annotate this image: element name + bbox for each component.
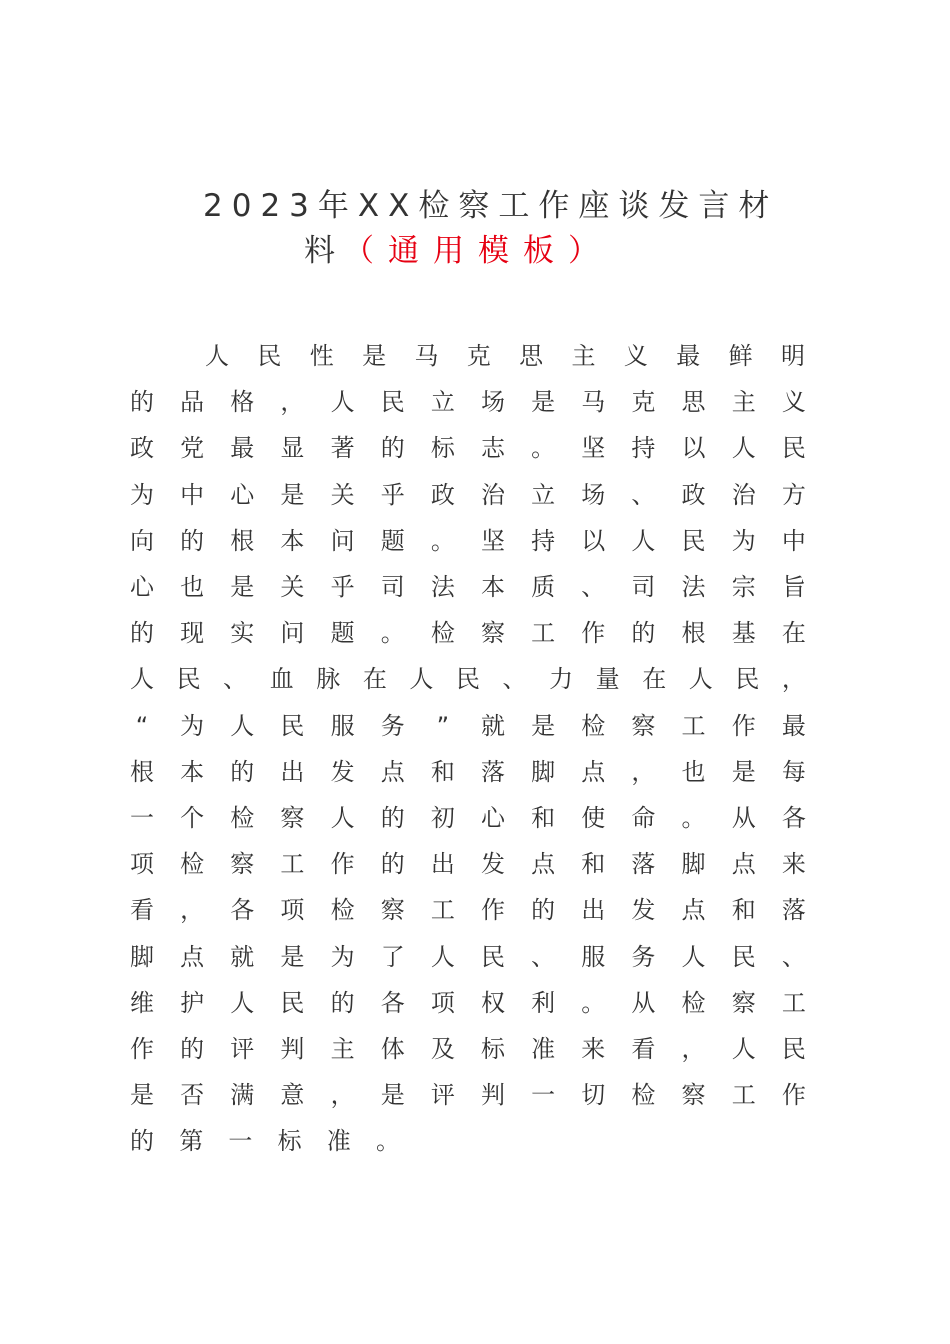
paragraph-char: 发 [330, 757, 355, 786]
paragraph-char: 工 [430, 896, 455, 925]
paragraph-char: 旨 [781, 573, 806, 601]
paragraph-char: 项 [430, 988, 455, 1017]
paragraph-char: 一 [228, 1127, 253, 1156]
paragraph-char: 是 [230, 573, 255, 601]
title-template-tag: （通用模板） [343, 233, 613, 269]
paragraph-char: 务 [380, 711, 405, 740]
paragraph-char: 是 [362, 342, 387, 370]
paragraph-char: 和 [731, 896, 756, 925]
paragraph-char: 察 [230, 850, 255, 879]
paragraph-char: ， [180, 896, 205, 925]
paragraph-char: 。 [531, 434, 556, 463]
paragraph-line [130, 848, 806, 880]
paragraph-line [130, 1033, 806, 1065]
paragraph-char: 志 [480, 434, 505, 463]
paragraph-char: 人 [681, 942, 706, 971]
paragraph-char: 发 [480, 850, 505, 879]
paragraph-char: 点 [531, 850, 556, 879]
paragraph-char: 检 [430, 619, 455, 648]
paragraph-char: 看 [130, 896, 154, 925]
paragraph-char: 思 [519, 342, 544, 370]
paragraph-char: 、 [502, 665, 527, 694]
paragraph-line [130, 1125, 400, 1157]
paragraph-char: 检 [180, 850, 205, 879]
paragraph-char: 是 [280, 480, 305, 509]
paragraph-char: 民 [176, 665, 201, 694]
paragraph-char: 以 [681, 434, 706, 463]
paragraph-char: 的 [180, 526, 205, 555]
paragraph-char: 评 [230, 1035, 255, 1063]
paragraph-line [130, 663, 806, 695]
paragraph-char: 民 [280, 711, 305, 740]
title-tail-char: 料 [304, 233, 343, 269]
paragraph-char: 命 [631, 804, 656, 832]
paragraph-char: 宗 [731, 573, 756, 601]
paragraph-line [130, 617, 806, 649]
paragraph-char: 持 [631, 434, 656, 463]
paragraph-char: 马 [581, 388, 606, 417]
paragraph-char: 乎 [330, 573, 355, 601]
paragraph-char: 满 [230, 1081, 255, 1110]
paragraph-char: 工 [681, 711, 706, 740]
paragraph-char: 性 [309, 342, 334, 370]
paragraph-char: 立 [430, 388, 455, 417]
paragraph-char: 、 [631, 480, 656, 509]
paragraph-char: 初 [430, 804, 455, 832]
paragraph-char: 准 [326, 1127, 351, 1156]
paragraph-char: 出 [581, 896, 606, 925]
paragraph-char: 点 [581, 757, 606, 786]
paragraph-char: 的 [130, 619, 154, 648]
paragraph-char: 各 [380, 988, 405, 1017]
paragraph-char: 基 [731, 619, 756, 648]
paragraph-char: 就 [480, 711, 505, 740]
paragraph-char: 。 [375, 1127, 400, 1156]
paragraph-char: 品 [180, 388, 205, 417]
paragraph-line [130, 525, 806, 557]
paragraph-char: “ [135, 711, 149, 740]
paragraph-char: 服 [330, 711, 355, 740]
paragraph-char: 就 [230, 942, 255, 971]
paragraph-char: 是 [380, 1081, 405, 1110]
paragraph-char: 的 [380, 804, 405, 832]
paragraph-char: 标 [480, 1035, 505, 1063]
paragraph-char: 落 [631, 850, 656, 879]
paragraph-char: 心 [480, 804, 505, 832]
paragraph-char: ， [781, 665, 806, 694]
paragraph-char: 治 [480, 480, 505, 509]
paragraph-char: 力 [549, 665, 574, 694]
paragraph-char: 察 [631, 711, 656, 740]
paragraph-line [130, 571, 806, 603]
paragraph-char: 、 [223, 665, 248, 694]
paragraph-char: 护 [180, 988, 205, 1017]
paragraph-char: 第 [179, 1127, 204, 1156]
paragraph-char: 的 [631, 619, 656, 648]
paragraph-char: 。 [681, 804, 706, 832]
paragraph-char: 关 [280, 573, 305, 601]
paragraph-char: 意 [280, 1081, 305, 1110]
paragraph-char: 来 [781, 850, 806, 879]
paragraph-char: 政 [130, 434, 154, 463]
paragraph-char: 否 [180, 1081, 205, 1110]
paragraph-char: 问 [280, 619, 305, 648]
paragraph-char: 方 [781, 480, 806, 509]
paragraph-char: 点 [180, 942, 205, 971]
paragraph-char: 和 [581, 850, 606, 879]
paragraph-char: 司 [631, 573, 656, 601]
paragraph-char: 脚 [531, 757, 556, 786]
paragraph-char: 察 [280, 804, 305, 832]
document-title-line-1: 2023年XX检察工作座谈发言材 [203, 188, 779, 224]
paragraph-char: 为 [731, 526, 756, 555]
paragraph-char: 也 [681, 757, 706, 786]
paragraph-char: 每 [781, 757, 806, 786]
paragraph-char: 出 [280, 757, 305, 786]
paragraph-char: 作 [581, 619, 606, 648]
paragraph-char: 人 [731, 434, 756, 463]
paragraph-char: 乎 [380, 480, 405, 509]
paragraph-char: 一 [531, 1081, 556, 1110]
paragraph-char: 最 [676, 342, 701, 370]
paragraph-char: 民 [380, 388, 405, 417]
paragraph-char: 在 [642, 665, 667, 694]
paragraph-char: 人 [205, 342, 229, 370]
paragraph-char: 的 [380, 434, 405, 463]
paragraph-char: 工 [731, 1081, 756, 1110]
paragraph-char: 作 [731, 711, 756, 740]
paragraph-char: 落 [480, 757, 505, 786]
paragraph-char: 场 [581, 480, 606, 509]
paragraph-char: 的 [380, 850, 405, 879]
paragraph-char: 作 [130, 1035, 154, 1063]
paragraph-char: 持 [531, 526, 556, 555]
paragraph-char: 。 [430, 526, 455, 555]
paragraph-char: 政 [430, 480, 455, 509]
paragraph-line [130, 756, 806, 788]
paragraph-char: 民 [781, 434, 806, 463]
paragraph-char: 人 [731, 1035, 756, 1063]
paragraph-line [130, 710, 806, 742]
paragraph-char: 题 [380, 526, 405, 555]
paragraph-char: 主 [571, 342, 596, 370]
paragraph-char: 维 [130, 988, 154, 1017]
paragraph-char: 人 [330, 804, 355, 832]
paragraph-char: 格 [230, 388, 255, 417]
paragraph-char: 场 [480, 388, 505, 417]
paragraph-char: 为 [330, 942, 355, 971]
paragraph-char: 本 [480, 573, 505, 601]
paragraph-char: 民 [480, 942, 505, 971]
paragraph-char: 民 [280, 988, 305, 1017]
paragraph-char: 根 [681, 619, 706, 648]
paragraph-char: 党 [180, 434, 205, 463]
paragraph-char: 主 [731, 388, 756, 417]
paragraph-char: 最 [781, 711, 806, 740]
paragraph-char: 治 [731, 480, 756, 509]
paragraph-char: 务 [631, 942, 656, 971]
paragraph-char: 的 [130, 1127, 154, 1156]
paragraph-char: 人 [409, 665, 434, 694]
paragraph-char: 点 [380, 757, 405, 786]
paragraph-char: ， [280, 388, 305, 417]
paragraph-char: 检 [230, 804, 255, 832]
paragraph-char: 最 [230, 434, 255, 463]
paragraph-char: 量 [595, 665, 620, 694]
paragraph-char: 以 [581, 526, 606, 555]
paragraph-char: 一 [130, 804, 154, 832]
paragraph-char: 关 [330, 480, 355, 509]
paragraph-char: 了 [380, 942, 405, 971]
paragraph-char: 检 [631, 1081, 656, 1110]
paragraph-char: 看 [631, 1035, 656, 1063]
paragraph-char: 点 [681, 896, 706, 925]
paragraph-char: 义 [781, 388, 806, 417]
paragraph-char: 克 [466, 342, 491, 370]
paragraph-char: 民 [455, 665, 480, 694]
paragraph-char: 质 [531, 573, 556, 601]
paragraph-char: 工 [781, 988, 806, 1017]
paragraph-char: ， [631, 757, 656, 786]
paragraph-char: 及 [430, 1035, 455, 1063]
paragraph-line [130, 1079, 806, 1111]
paragraph-char: 人 [688, 665, 713, 694]
paragraph-char: 坚 [480, 526, 505, 555]
paragraph-char: 的 [130, 388, 154, 417]
paragraph-char: 人 [330, 388, 355, 417]
paragraph-char: 检 [681, 988, 706, 1017]
paragraph-char: 在 [781, 619, 806, 648]
paragraph-char: 准 [531, 1035, 556, 1063]
paragraph-char: 中 [180, 480, 205, 509]
paragraph-char: 出 [430, 850, 455, 879]
paragraph-char: 坚 [581, 434, 606, 463]
paragraph-char: 心 [230, 480, 255, 509]
paragraph-char: 和 [531, 804, 556, 832]
paragraph-char: 人 [230, 988, 255, 1017]
paragraph-char: 来 [581, 1035, 606, 1063]
paragraph-char: 现 [180, 619, 205, 648]
paragraph-char: 、 [781, 942, 806, 971]
paragraph-char: 服 [581, 942, 606, 971]
paragraph-char: 思 [681, 388, 706, 417]
paragraph-char: 个 [180, 804, 205, 832]
paragraph-char: 各 [781, 804, 806, 832]
paragraph-char: 本 [180, 757, 205, 786]
paragraph-char: 主 [330, 1035, 355, 1063]
paragraph-char: 从 [631, 988, 656, 1017]
paragraph-char: 、 [531, 942, 556, 971]
paragraph-char: 作 [781, 1081, 806, 1110]
paragraph-char: 项 [280, 896, 305, 925]
paragraph-char: 评 [430, 1081, 455, 1110]
paragraph-char: 察 [480, 619, 505, 648]
paragraph-char: 察 [731, 988, 756, 1017]
paragraph-char: 察 [681, 1081, 706, 1110]
paragraph-char: 脚 [130, 942, 154, 971]
paragraph-char: 检 [330, 896, 355, 925]
paragraph-char: 。 [581, 988, 606, 1017]
paragraph-char: 司 [380, 573, 405, 601]
paragraph-char: 义 [623, 342, 648, 370]
paragraph-char: 明 [780, 342, 805, 370]
paragraph-line [130, 802, 806, 834]
paragraph-char: 民 [681, 526, 706, 555]
paragraph-char: ” [436, 711, 450, 740]
paragraph-char: 判 [280, 1035, 305, 1063]
paragraph-char: 立 [531, 480, 556, 509]
paragraph-char: 作 [480, 896, 505, 925]
paragraph-char: 判 [480, 1081, 505, 1110]
paragraph-char: 民 [731, 942, 756, 971]
paragraph-char: 标 [430, 434, 455, 463]
paragraph-char: 显 [280, 434, 305, 463]
paragraph-char: 作 [330, 850, 355, 879]
paragraph-char: 是 [731, 757, 756, 786]
paragraph-char: 脚 [681, 850, 706, 879]
paragraph-char: 是 [130, 1081, 154, 1110]
paragraph-char: 从 [731, 804, 756, 832]
paragraph-char: 发 [631, 896, 656, 925]
paragraph-char: 人 [230, 711, 255, 740]
paragraph-char: 著 [330, 434, 355, 463]
paragraph-char: 察 [380, 896, 405, 925]
paragraph-char: 工 [280, 850, 305, 879]
paragraph-char: 是 [280, 942, 305, 971]
paragraph-char: 民 [735, 665, 760, 694]
paragraph-char: 体 [380, 1035, 405, 1063]
paragraph-char: 各 [230, 896, 255, 925]
paragraph-char: 和 [430, 757, 455, 786]
paragraph-char: 的 [180, 1035, 205, 1063]
paragraph-char: 本 [280, 526, 305, 555]
paragraph-char: ， [330, 1081, 355, 1110]
paragraph-char: 项 [130, 850, 154, 879]
paragraph-line [130, 987, 806, 1019]
paragraph-char: 根 [130, 757, 154, 786]
paragraph-char: 中 [781, 526, 806, 555]
paragraph-char: 民 [781, 1035, 806, 1063]
paragraph-char: 的 [531, 896, 556, 925]
paragraph-char: ， [681, 1035, 706, 1063]
paragraph-char: 心 [130, 573, 154, 601]
paragraph-char: 政 [681, 480, 706, 509]
paragraph-char: 为 [180, 711, 205, 740]
paragraph-char: 。 [380, 619, 405, 648]
paragraph-line [130, 386, 806, 418]
paragraph-char: 鲜 [728, 342, 753, 370]
paragraph-char: 马 [414, 342, 439, 370]
paragraph-char: 题 [330, 619, 355, 648]
paragraph-char: 人 [631, 526, 656, 555]
paragraph-char: 落 [781, 896, 806, 925]
document-title-line-2 [304, 231, 613, 271]
paragraph-char: 克 [631, 388, 656, 417]
paragraph-char: 工 [531, 619, 556, 648]
paragraph-char: 实 [230, 619, 255, 648]
paragraph-char: 切 [581, 1081, 606, 1110]
paragraph-char: 血 [269, 665, 294, 694]
paragraph-char: 法 [430, 573, 455, 601]
paragraph-char: 也 [180, 573, 205, 601]
paragraph-char: 、 [581, 573, 606, 601]
paragraph-char: 人 [130, 665, 154, 694]
paragraph-line [130, 432, 806, 464]
paragraph-char: 的 [330, 988, 355, 1017]
paragraph-char: 为 [130, 480, 154, 509]
paragraph-char: 民 [257, 342, 282, 370]
paragraph-char: 标 [277, 1127, 302, 1156]
paragraph-char: 是 [531, 388, 556, 417]
paragraph-char: 使 [581, 804, 606, 832]
paragraph-char: 脉 [316, 665, 341, 694]
paragraph-char: 问 [330, 526, 355, 555]
paragraph-char: 利 [531, 988, 556, 1017]
paragraph-char: 向 [130, 526, 154, 555]
paragraph-line [130, 941, 806, 973]
paragraph-char: 根 [230, 526, 255, 555]
paragraph-line [130, 894, 806, 926]
paragraph-char: 检 [581, 711, 606, 740]
paragraph-char: 人 [430, 942, 455, 971]
paragraph-line [205, 340, 805, 372]
paragraph-char: 法 [681, 573, 706, 601]
paragraph-char: 点 [731, 850, 756, 879]
paragraph-char: 权 [480, 988, 505, 1017]
paragraph-line [130, 479, 806, 511]
paragraph-char: 是 [531, 711, 556, 740]
paragraph-char: 在 [362, 665, 387, 694]
paragraph-char: 的 [230, 757, 255, 786]
